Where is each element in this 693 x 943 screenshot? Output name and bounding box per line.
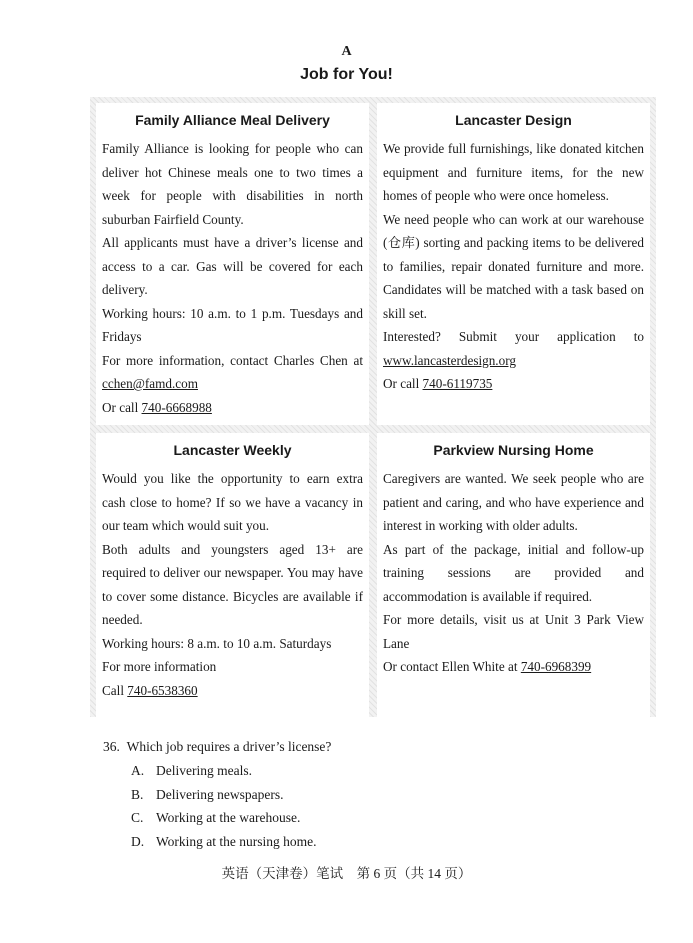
ad-body: [102, 137, 363, 419]
ad-phone-line: [102, 679, 363, 703]
question-text: Which job requires a driver’s license?: [126, 739, 332, 754]
ad-title: Family Alliance Meal Delivery: [135, 112, 330, 128]
ad-lancaster-weekly: [96, 433, 369, 717]
ad-paragraph: All applicants must have a driver’s license and access to a car. Gas will be covered for each delivery.: [102, 235, 363, 297]
ad-paragraph: We need people who can work at our warehouse (仓库) sorting and packing items to be delivered to families, repair donated furniture and more. Candidates will be matched with a task based on skill set.: [383, 211, 644, 321]
option-c[interactable]: [131, 806, 663, 830]
contact-prefix: For more information, contact Charles Chen at: [102, 352, 363, 368]
option-letter: A.: [131, 763, 145, 778]
call-prefix: Call: [102, 682, 128, 698]
ad-title: Lancaster Design: [455, 112, 572, 128]
phone-number[interactable]: 740-6538360: [127, 682, 198, 698]
option-text: Delivering newspapers.: [156, 786, 284, 802]
ad-paragraph: As part of the package, initial and follow-up training sessions are provided and accommodation is available if required.: [383, 541, 644, 604]
option-text: Working at the warehouse.: [156, 810, 301, 825]
ad-lancaster-design: [377, 103, 650, 425]
ad-parkview-nursing-home: [377, 433, 650, 717]
phone-number[interactable]: 740-6668988: [141, 399, 212, 415]
option-letter: B.: [131, 786, 144, 802]
page-footer: 英语（天津卷）笔试 第 6 页（共 14 页）: [221, 866, 472, 881]
question-number: 36.: [103, 739, 120, 754]
contact-prefix: Interested? Submit your application to: [383, 329, 644, 344]
ad-body: [102, 467, 363, 702]
ad-phone-line: [383, 372, 644, 396]
email-link[interactable]: cchen@famd.com: [102, 376, 198, 391]
ad-paragraph: For more information: [102, 659, 217, 674]
option-b[interactable]: [131, 783, 663, 807]
ad-paragraph: Would you like the opportunity to earn extra cash close to home? If so we have a vacancy in our team which would suit you.: [102, 471, 363, 533]
ad-phone-line: [383, 655, 644, 679]
job-ads-grid: [90, 97, 656, 717]
answer-options: [131, 759, 663, 853]
phone-number[interactable]: 740-6968399: [520, 659, 592, 674]
question-36: [103, 735, 663, 853]
option-text: Delivering meals.: [156, 763, 252, 778]
option-a[interactable]: [131, 759, 663, 783]
call-prefix: Or call: [383, 376, 423, 391]
ad-paragraph: Both adults and youngsters aged 13+ are required to deliver our newspaper. You may have to cover some distance. Bicycles are available if needed.: [102, 541, 363, 627]
ad-family-alliance: [96, 103, 369, 425]
ad-contact: [102, 349, 363, 396]
option-d[interactable]: [131, 830, 663, 854]
question-stem: [103, 735, 663, 759]
ad-paragraph: Caregivers are wanted. We seek people who are patient and caring, and who have experience and interest in working with older adults.: [383, 471, 644, 533]
call-prefix: Or call: [102, 399, 142, 415]
ad-contact: [383, 325, 644, 372]
ad-title: Lancaster Weekly: [173, 442, 292, 458]
phone-number[interactable]: 740-6119735: [422, 376, 493, 391]
ad-paragraph: Working hours: 10 a.m. to 1 p.m. Tuesdays and Fridays: [102, 305, 363, 344]
option-letter: D.: [131, 833, 145, 849]
page-title: Job for You!: [300, 66, 393, 83]
ad-paragraph: We provide full furnishings, like donated kitchen equipment and furniture items, for the new homes of people who were once homeless.: [383, 141, 644, 203]
section-letter: A: [341, 44, 352, 59]
ad-paragraph: Family Alliance is looking for people who can deliver hot Chinese meals one to two times a week for people with disabilities in north suburban Fairfield County.: [102, 141, 363, 227]
option-letter: C.: [131, 810, 144, 825]
ad-body: [383, 137, 644, 396]
ad-title: Parkview Nursing Home: [433, 442, 594, 458]
option-text: Working at the nursing home.: [156, 833, 317, 849]
ad-paragraph: Working hours: 8 a.m. to 10 a.m. Saturdays: [102, 635, 332, 651]
call-prefix: Or contact Ellen White at: [383, 659, 521, 674]
ad-phone-line: [102, 396, 363, 420]
ad-body: [383, 467, 644, 679]
website-link[interactable]: www.lancasterdesign.org: [383, 352, 516, 368]
ad-paragraph: For more details, visit us at Unit 3 Park View Lane: [383, 612, 644, 651]
